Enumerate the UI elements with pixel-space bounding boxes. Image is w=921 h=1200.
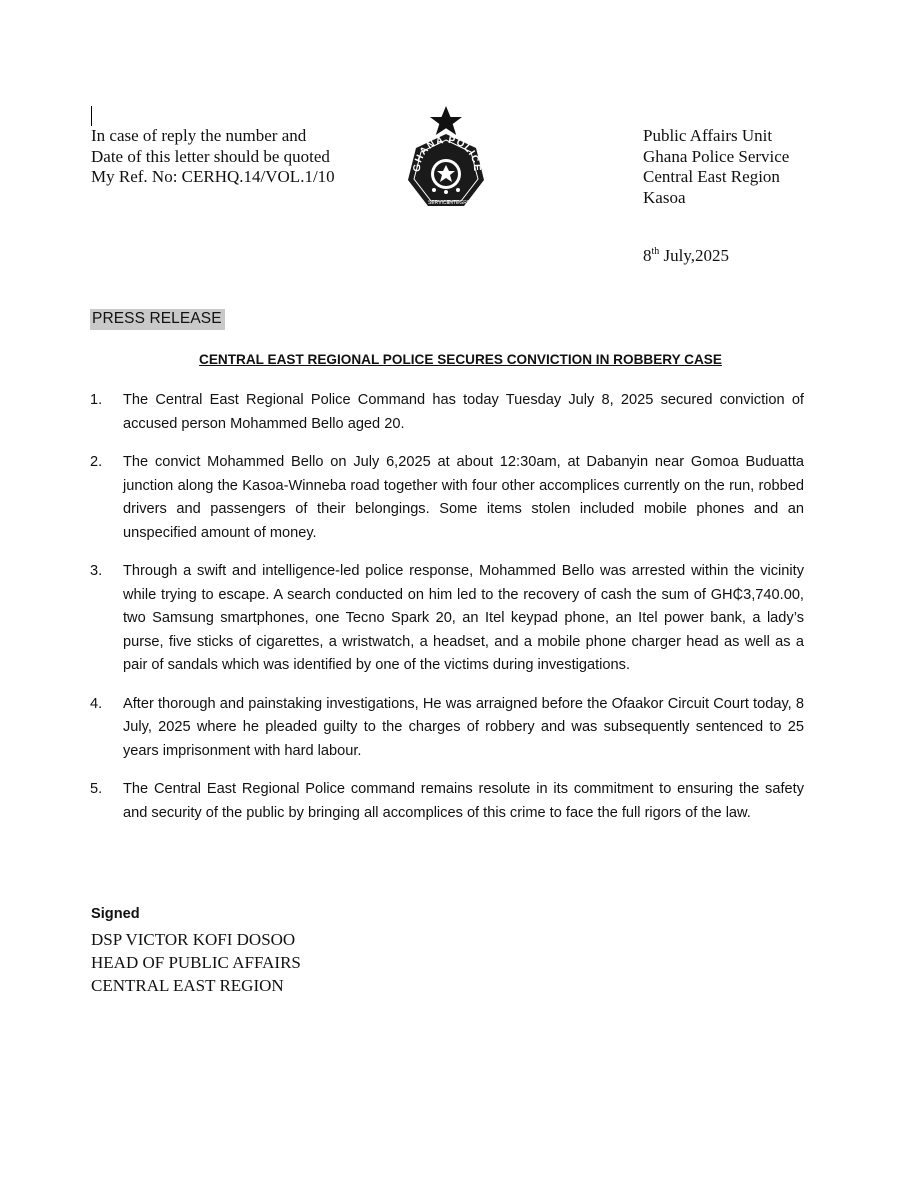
date-day: 8 <box>643 246 652 265</box>
item-number: 3. <box>90 563 103 579</box>
address-line: Public Affairs Unit <box>643 126 773 145</box>
list-item <box>90 451 804 545</box>
item-number: 1. <box>90 392 103 408</box>
item-number: 4. <box>90 695 103 712</box>
list-item <box>90 778 804 825</box>
reference-line: Date of this letter should be quoted <box>91 146 330 166</box>
reference-number: My Ref. No: CERHQ.14/VOL.1/10 <box>91 167 335 186</box>
crest-top-text: GHANA POLICE <box>411 134 483 173</box>
signatory-name: DSP VICTOR KOFI DOSOO <box>91 930 296 949</box>
reference-line: In case of reply the number and <box>91 126 307 145</box>
crest-bottom-text-left: SERVICE <box>428 200 450 206</box>
reference-block <box>91 126 335 188</box>
address-line: Kasoa <box>643 187 686 207</box>
list-item <box>90 389 804 436</box>
address-line: Ghana Police Service <box>643 146 790 166</box>
address-line: Central East Region <box>643 167 780 186</box>
item-text: The Central East Regional Police command remains resolute in its commitment to ensuring the safety and security of the public by bringing all accomplices of this crime to face the full rigors of the law. <box>123 781 804 821</box>
list-item <box>90 693 804 764</box>
release-headline: CENTRAL EAST REGIONAL POLICE SECURES CONVICTION IN ROBBERY CASE <box>199 352 722 367</box>
ghana-police-crest-icon <box>398 104 494 216</box>
date-rest: July,2025 <box>659 246 730 265</box>
item-number: 5. <box>90 781 103 797</box>
address-block <box>643 126 789 208</box>
signature-block <box>91 928 301 997</box>
signatory-title: HEAD OF PUBLIC AFFAIRS <box>91 953 301 972</box>
text-cursor <box>91 106 92 126</box>
item-text: Through a swift and intelligence-led police response, Mohammed Bello was arrested within the vicinity while trying to escape. A search conducted on him led to the recovery of cash the sum of GH₵3,740.00, two Samsung smartphones, one Tecno Spark 20, an Itel keypad phone, an Itel power bank, a lady’s purse, five sticks of cigarettes, a wristwatch, a headset, and a mobile phone charger head as well as a pair of sandals which was identified by one of the victims during investigations. <box>123 563 804 673</box>
star-icon <box>430 106 462 135</box>
crest-bottom-text-right: INTEGRITY <box>448 200 475 206</box>
letter-date <box>643 246 729 266</box>
item-text: The convict Mohammed Bello on July 6,2025 at about 12:30am, at Dabanyin near Gomoa Buduatta junction along the Kasoa-Winneba road together with four other accomplices currently on the run, robbed drivers and passengers of their belongings. Some items stolen included mobile phones and an unspecified amount of money. <box>123 454 804 541</box>
item-text: The Central East Regional Police Command has today Tuesday July 8, 2025 secured conviction of accused person Mohammed Bello aged 20. <box>123 392 804 432</box>
numbered-list <box>90 389 804 840</box>
date-suffix: th <box>651 246 660 257</box>
press-release-label: PRESS RELEASE <box>90 309 225 330</box>
item-number: 2. <box>90 454 103 470</box>
item-text: After thorough and painstaking investigations, He was arraigned before the Ofaakor Circuit Court today, 8 July, 2025 where he pleaded guilty to the charges of robbery and was subsequently sentenced to 25 years imprisonment with hard labour. <box>123 695 804 759</box>
list-item <box>90 560 804 678</box>
signatory-region: CENTRAL EAST REGION <box>91 976 284 995</box>
signed-label: Signed <box>91 906 140 922</box>
